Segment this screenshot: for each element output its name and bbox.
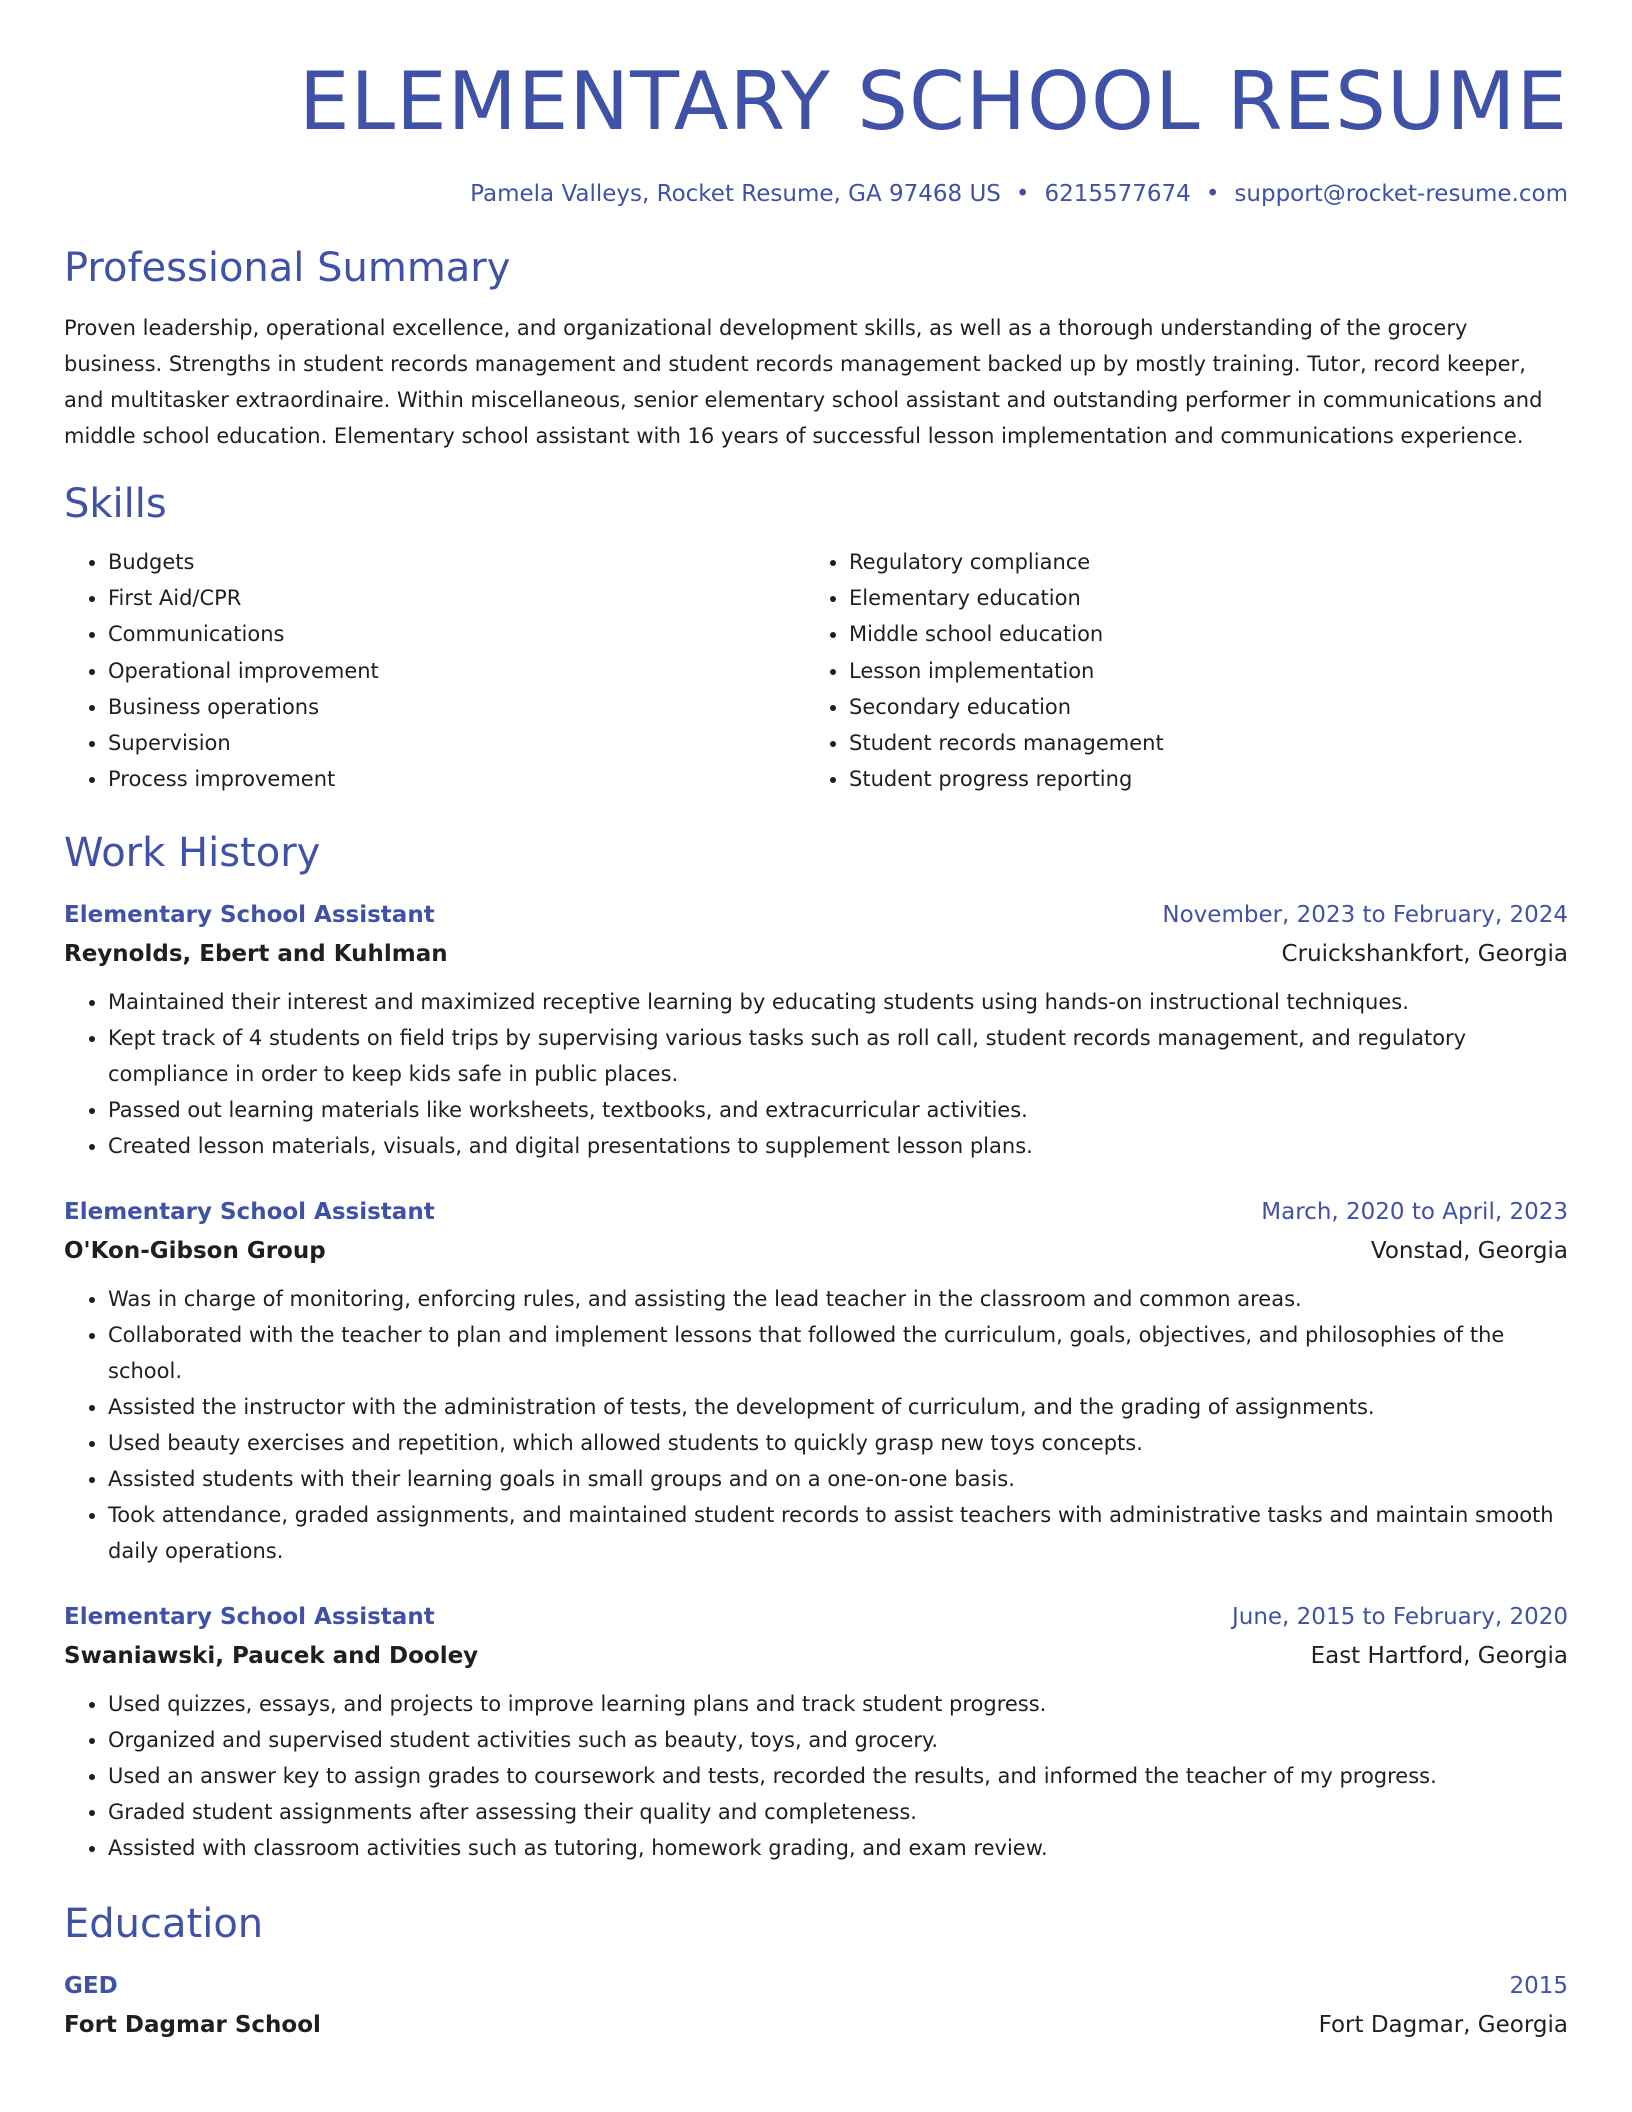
- job-dates: March, 2020 to April, 2023: [1261, 1199, 1568, 1226]
- skill-item: • Elementary education: [849, 580, 1546, 616]
- job-bullet: • Used beauty exercises and repetition, which allowed students to quickly grasp new toys concepts.: [108, 1425, 1568, 1461]
- skill-item: • Student records management: [849, 725, 1546, 761]
- job-entry: [64, 899, 1568, 1164]
- contact-separator: •: [1205, 181, 1220, 207]
- education-degree: GED: [64, 1973, 118, 2000]
- skill-item: • Operational improvement: [108, 653, 805, 689]
- job-bullet: • Used an answer key to assign grades to coursework and tests, recorded the results, and informed the teacher of my progress.: [108, 1758, 1568, 1794]
- job-employer: O'Kon-Gibson Group: [64, 1238, 326, 1265]
- job-location: Vonstad, Georgia: [1370, 1238, 1568, 1265]
- skills-list: [64, 544, 1568, 797]
- skill-item: • Supervision: [108, 725, 805, 761]
- skills-column-right: [805, 544, 1546, 797]
- job-bullet: • Maintained their interest and maximized receptive learning by educating students using hands-on instructional techniques.: [108, 984, 1568, 1020]
- skill-item: • Budgets: [108, 544, 805, 580]
- summary-heading: Professional Summary: [64, 245, 511, 291]
- job-bullet: • Assisted with classroom activities such as tutoring, homework grading, and exam review.: [108, 1830, 1568, 1866]
- job-title: Elementary School Assistant: [64, 1604, 435, 1631]
- job-title: Elementary School Assistant: [64, 1199, 435, 1226]
- resume-name: ELEMENTARY SCHOOL RESUME: [299, 55, 1568, 148]
- job-location: Cruickshankfort, Georgia: [1281, 941, 1568, 968]
- skill-item: • Process improvement: [108, 761, 805, 797]
- skill-item: • Regulatory compliance: [849, 544, 1546, 580]
- job-location: East Hartford, Georgia: [1310, 1643, 1568, 1670]
- job-bullets: [64, 984, 1568, 1164]
- skill-item: • First Aid/CPR: [108, 580, 805, 616]
- job-dates: November, 2023 to February, 2024: [1162, 902, 1568, 929]
- job-bullet: • Kept track of 4 students on field trips by supervising various tasks such as roll call, student records management, and regulatory compliance in order to keep kids safe in public places.: [108, 1020, 1568, 1092]
- job-title: Elementary School Assistant: [64, 902, 435, 929]
- education-heading: Education: [64, 1901, 264, 1948]
- contact-email[interactable]: support@rocket-resume.com: [1234, 181, 1568, 207]
- contact-line: [64, 178, 1568, 210]
- job-bullets: [64, 1281, 1568, 1569]
- skill-item: • Secondary education: [849, 689, 1546, 725]
- skill-item: • Communications: [108, 616, 805, 652]
- contact-separator: •: [1015, 181, 1030, 207]
- job-entry: [64, 1601, 1568, 1866]
- job-employer: Reynolds, Ebert and Kuhlman: [64, 941, 448, 968]
- job-bullet: • Took attendance, graded assignments, and maintained student records to assist teachers with administrative tasks and maintain smooth daily operations.: [108, 1497, 1568, 1569]
- job-bullet: • Created lesson materials, visuals, and digital presentations to supplement lesson plans.: [108, 1128, 1568, 1164]
- job-bullets: [64, 1686, 1568, 1866]
- job-dates: June, 2015 to February, 2020: [1231, 1604, 1568, 1631]
- job-entry: [64, 1196, 1568, 1569]
- skill-item: • Lesson implementation: [849, 653, 1546, 689]
- education-year: 2015: [1509, 1973, 1568, 2000]
- job-bullet: • Was in charge of monitoring, enforcing rules, and assisting the lead teacher in the classroom and common areas.: [108, 1281, 1568, 1317]
- work-history-heading: Work History: [64, 830, 321, 877]
- contact-phone[interactable]: 6215577674: [1044, 181, 1191, 207]
- skill-item: • Student progress reporting: [849, 761, 1546, 797]
- job-bullet: • Collaborated with the teacher to plan and implement lessons that followed the curriculum, goals, objectives, and philosophies of the school.: [108, 1317, 1568, 1389]
- job-bullet: • Organized and supervised student activities such as beauty, toys, and grocery.: [108, 1722, 1568, 1758]
- job-bullet: • Assisted students with their learning goals in small groups and on a one-on-one basis.: [108, 1461, 1568, 1497]
- education-entry: [64, 1970, 1568, 2041]
- summary-text: Proven leadership, operational excellence, and organizational development skills, as well as a thorough understanding of the grocery business. Strengths in student records management and student records management backed up by mostly training. Tutor, record keeper, and multitasker extraordinaire. Within miscellaneous, senior elementary school assistant and outstanding performer in communications and middle school education. Elementary school assistant with 16 years of successful lesson implementation and communications experience.: [64, 316, 1543, 448]
- job-employer: Swaniawski, Paucek and Dooley: [64, 1643, 479, 1670]
- skill-item: • Business operations: [108, 689, 805, 725]
- skills-heading: Skills: [64, 481, 167, 527]
- job-bullet: • Assisted the instructor with the administration of tests, the development of curriculum, and the grading of assignments.: [108, 1389, 1568, 1425]
- education-school: Fort Dagmar School: [64, 2012, 321, 2039]
- skill-item: • Middle school education: [849, 616, 1546, 652]
- job-bullet: • Used quizzes, essays, and projects to improve learning plans and track student progress.: [108, 1686, 1568, 1722]
- education-location: Fort Dagmar, Georgia: [1318, 2012, 1568, 2039]
- contact-address: Pamela Valleys, Rocket Resume, GA 97468 US: [470, 181, 1001, 207]
- skills-column-left: [64, 544, 805, 797]
- job-bullet: • Graded student assignments after assessing their quality and completeness.: [108, 1794, 1568, 1830]
- job-bullet: • Passed out learning materials like worksheets, textbooks, and extracurricular activities.: [108, 1092, 1568, 1128]
